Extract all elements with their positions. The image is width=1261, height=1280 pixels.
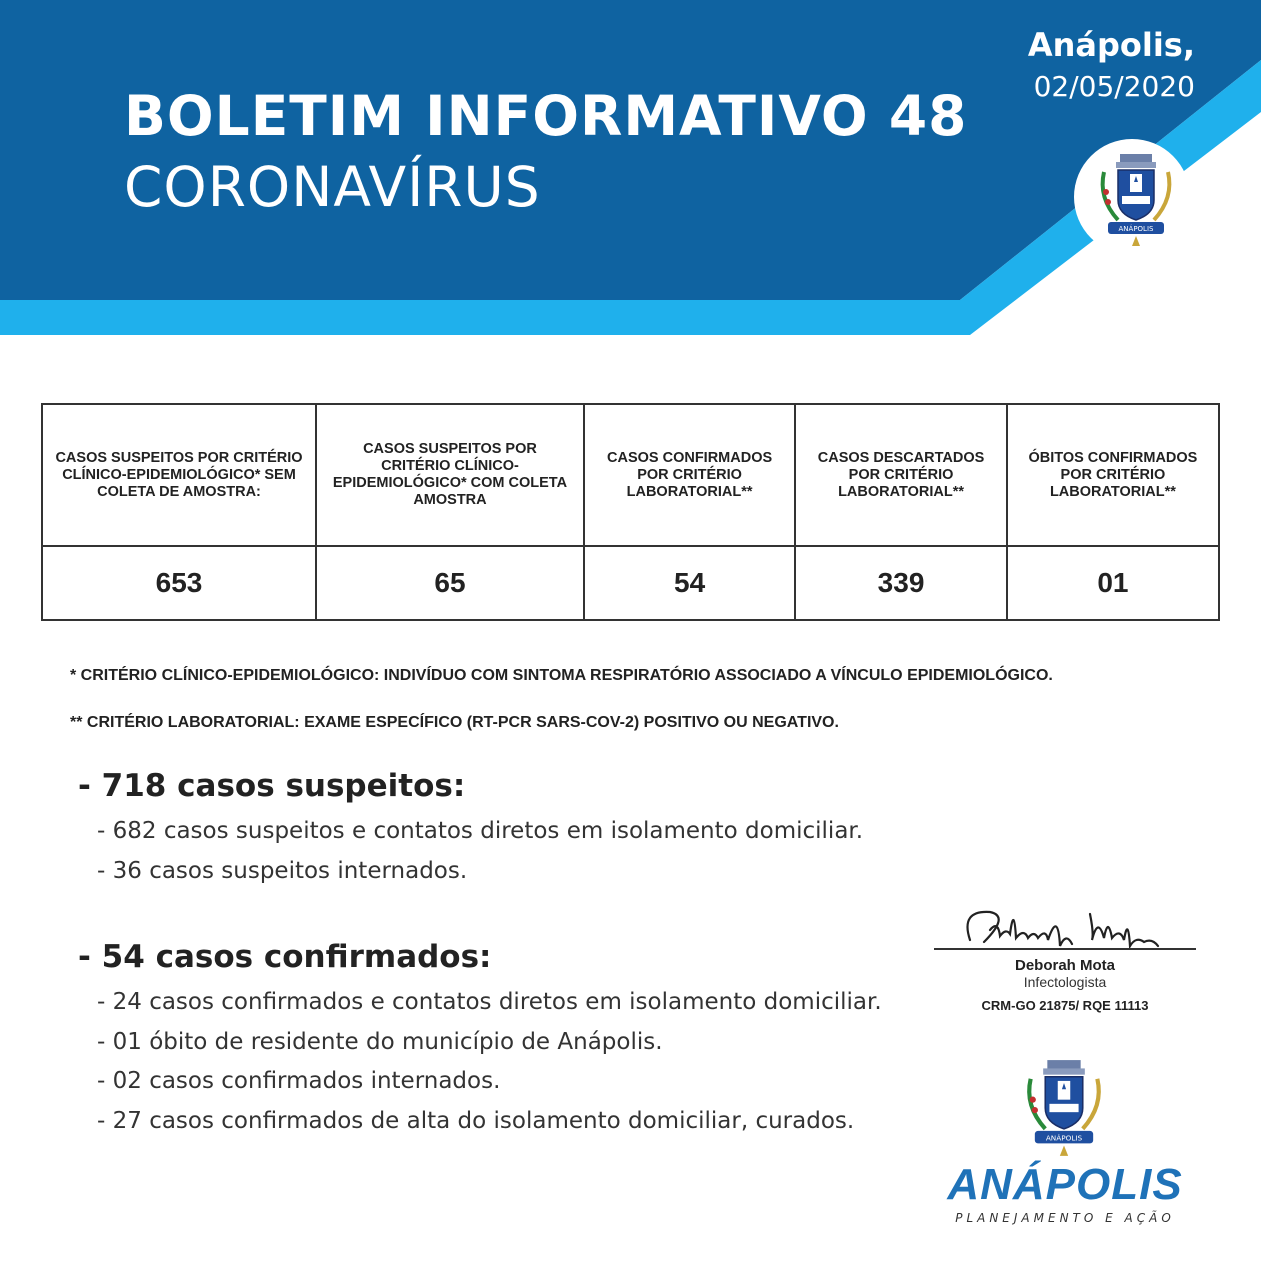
suspected-item: - 36 casos suspeitos internados.: [97, 858, 468, 884]
confirmed-heading: - 54 casos confirmados:: [78, 939, 492, 975]
footer-seal-icon: [1018, 1058, 1110, 1158]
confirmed-item: - 24 casos confirmados e contatos diretos em isolamento domiciliar.: [97, 989, 882, 1015]
value-confirmed-lab: 54: [584, 546, 795, 620]
header-deaths-lab: ÓBITOS CONFIRMADOS POR CRITÉRIO LABORATORIAL**: [1007, 404, 1219, 546]
confirmed-item: - 02 casos confirmados internados.: [97, 1068, 501, 1094]
header-suspected-with-sample: CASOS SUSPEITOS POR CRITÉRIO CLÍNICO-EPIDEMIOLÓGICO* COM COLETA AMOSTRA: [316, 404, 584, 546]
handwritten-signature: [930, 900, 1200, 952]
bulletin-title: BOLETIM INFORMATIVO 48: [124, 84, 968, 148]
header-banner: [0, 0, 1261, 340]
header-discarded-lab: CASOS DESCARTADOS POR CRITÉRIO LABORATORIAL**: [795, 404, 1007, 546]
suspected-heading: - 718 casos suspeitos:: [78, 768, 466, 804]
case-stats-table: [41, 403, 1220, 621]
city-name: Anápolis,: [1027, 26, 1195, 64]
footnote-clinical: * CRITÉRIO CLÍNICO-EPIDEMIOLÓGICO: INDIVÍDUO COM SINTOMA RESPIRATÓRIO ASSOCIADO A VÍNCULO EPIDEMIOLÓGICO.: [70, 667, 1053, 684]
value-suspected-with-sample: 65: [316, 546, 584, 620]
anapolis-tagline: PLANEJAMENTO E AÇÃO: [955, 1211, 1175, 1225]
confirmed-item: - 27 casos confirmados de alta do isolamento domiciliar, curados.: [97, 1108, 855, 1134]
footnote-laboratorial: ** CRITÉRIO LABORATORIAL: EXAME ESPECÍFICO (RT-PCR SARS-COV-2) POSITIVO OU NEGATIVO.: [70, 714, 839, 731]
table-values-row: [42, 546, 1219, 620]
value-discarded-lab: 339: [795, 546, 1007, 620]
suspected-item: - 682 casos suspeitos e contatos diretos em isolamento domiciliar.: [97, 818, 864, 844]
value-deaths-lab: 01: [1007, 546, 1219, 620]
value-suspected-no-sample: 653: [42, 546, 316, 620]
signer-crm: CRM-GO 21875/ RQE 11113: [981, 998, 1149, 1013]
svg-text:ANÁPOLIS: ANÁPOLIS: [1118, 225, 1154, 233]
bulletin-date: 02/05/2020: [1033, 70, 1195, 103]
signature-line: [934, 948, 1196, 950]
header-suspected-no-sample: CASOS SUSPEITOS POR CRITÉRIO CLÍNICO-EPIDEMIOLÓGICO* SEM COLETA DE AMOSTRA:: [42, 404, 316, 546]
bulletin-subtitle: CORONAVÍRUS: [124, 155, 541, 219]
anapolis-seal-icon: [1094, 152, 1178, 248]
svg-text:ANÁPOLIS: ANÁPOLIS: [1045, 1133, 1083, 1143]
confirmed-item: - 01 óbito de residente do município de Anápolis.: [97, 1029, 663, 1055]
anapolis-logo-text: ANÁPOLIS: [947, 1160, 1183, 1209]
signer-role: Infectologista: [1023, 974, 1107, 990]
signer-name: Deborah Mota: [1014, 957, 1115, 974]
table-header-row: [42, 404, 1219, 546]
header-confirmed-lab: CASOS CONFIRMADOS POR CRITÉRIO LABORATORIAL**: [584, 404, 795, 546]
